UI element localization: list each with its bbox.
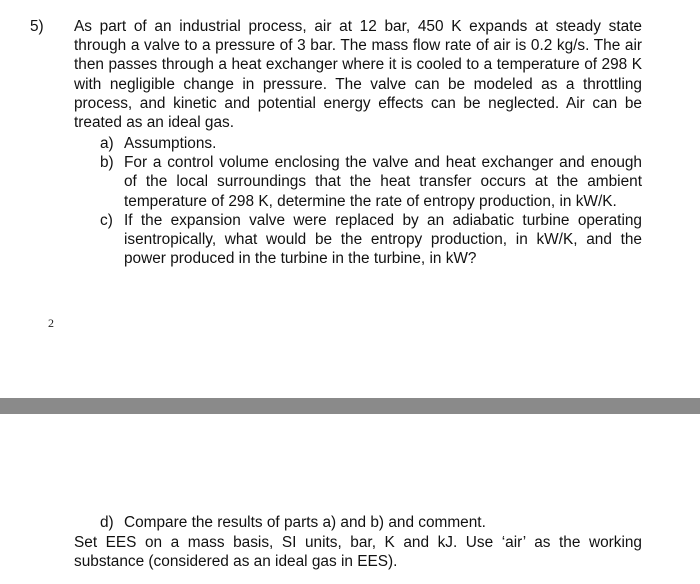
page-number: 2 bbox=[48, 316, 54, 330]
question-text: As part of an industrial process, air at 12 bar, 450 K expands at steady state through a valve to a pressure of 3 bar. The mass flow rate of air is 0.2 kg/s. The air then passes through a heat exchanger where it is cooled to a temperature of 298 K with negligible change in pressure. The valve can be modeled as a throttling process, and kinetic and potential energy effects can be neglected. Air can be treated as an ideal gas. bbox=[74, 18, 642, 132]
question-5 bbox=[30, 17, 642, 132]
part-d bbox=[100, 513, 642, 532]
part-d-text: Compare the results of parts a) and b) and comment. bbox=[124, 514, 486, 531]
part-b-text: For a control volume enclosing the valve and heat exchanger and enough of the local surroundings that the heat transfer occurs at the ambient temperature of 298 K, determine the rate of entropy production, in kW/K. bbox=[124, 154, 642, 210]
part-b-label: b) bbox=[100, 154, 114, 172]
part-c-label: c) bbox=[100, 211, 113, 229]
part-a-text: Assumptions. bbox=[124, 135, 217, 152]
part-a-label: a) bbox=[100, 135, 114, 152]
part-c-text: If the expansion valve were replaced by an adiabatic turbine operating isentropically, what would be the entropy production, in kW/K, and the power produced in the turbine in the turbine, in kW? bbox=[124, 211, 642, 268]
part-a bbox=[100, 134, 642, 153]
part-d-label: d) bbox=[100, 514, 114, 531]
ees-instructions: Set EES on a mass basis, SI units, bar, K and kJ. Use ‘air’ as the working substance (considered as an ideal gas in EES). bbox=[74, 534, 642, 571]
question-number: 5) bbox=[30, 18, 44, 35]
part-b bbox=[100, 153, 642, 211]
part-c bbox=[100, 211, 642, 269]
page-break-divider bbox=[0, 398, 700, 414]
question-parts bbox=[100, 134, 642, 268]
